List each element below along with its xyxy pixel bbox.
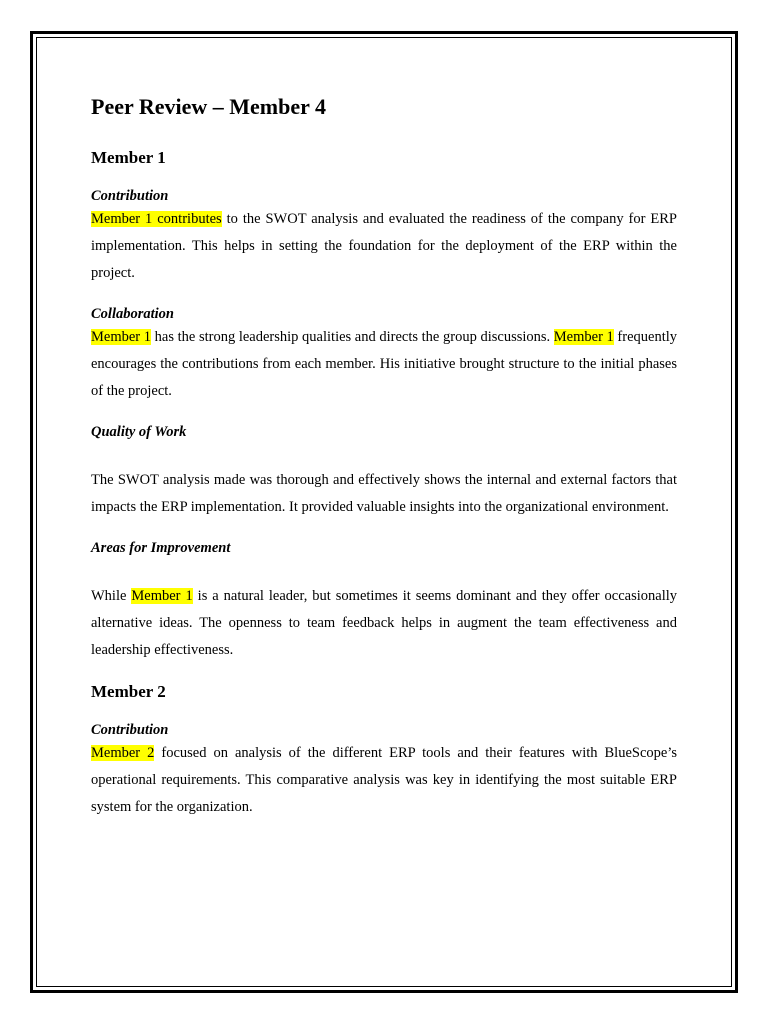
improvement-paragraph: While Member 1 is a natural leader, but sometimes it seems dominant and they offer occasionally alternative ideas. The openness to team feedback helps in augment the team effectiveness and leadership effectiveness.: [91, 588, 678, 658]
section-heading-improvement: Areas for Improvement: [91, 540, 231, 556]
section-heading-quality: Quality of Work: [91, 424, 187, 440]
page-title: Peer Review – Member 4: [91, 94, 326, 119]
member-heading: Member 2: [91, 682, 166, 701]
section-heading-contribution: Contribution: [91, 188, 169, 204]
highlighted-text: Member 1 contributes: [91, 211, 222, 227]
section-heading-contribution: Contribution: [91, 722, 169, 738]
highlighted-text: Member 2: [91, 745, 155, 761]
highlighted-text: Member 1: [131, 588, 193, 604]
collaboration-paragraph: Member 1 has the strong leadership qualities and directs the group discussions. Member 1 frequently encourages the contributions from each member. His initiative brought structure to the initial phases of the project.: [91, 329, 678, 399]
contribution-paragraph: Member 1 contributes to the SWOT analysis and evaluated the readiness of the company for ERP implementation. This helps in setting the foundation for the deployment of the ERP within the project.: [91, 211, 677, 281]
highlighted-text: Member 1: [553, 329, 614, 345]
member-heading: Member 1: [91, 148, 166, 167]
quality-paragraph: The SWOT analysis made was thorough and effectively shows the internal and external factors that impacts the ERP implementation. It provided valuable insights into the organizational environment.: [91, 472, 677, 515]
contribution-paragraph: Member 2 focused on analysis of the different ERP tools and their features with BlueScope’s operational requirements. This comparative analysis was key in identifying the most suitable ERP system for the organization.: [91, 745, 677, 815]
section-heading-collaboration: Collaboration: [91, 306, 174, 322]
highlighted-text: Member 1: [91, 329, 152, 345]
document-body: [91, 92, 677, 821]
